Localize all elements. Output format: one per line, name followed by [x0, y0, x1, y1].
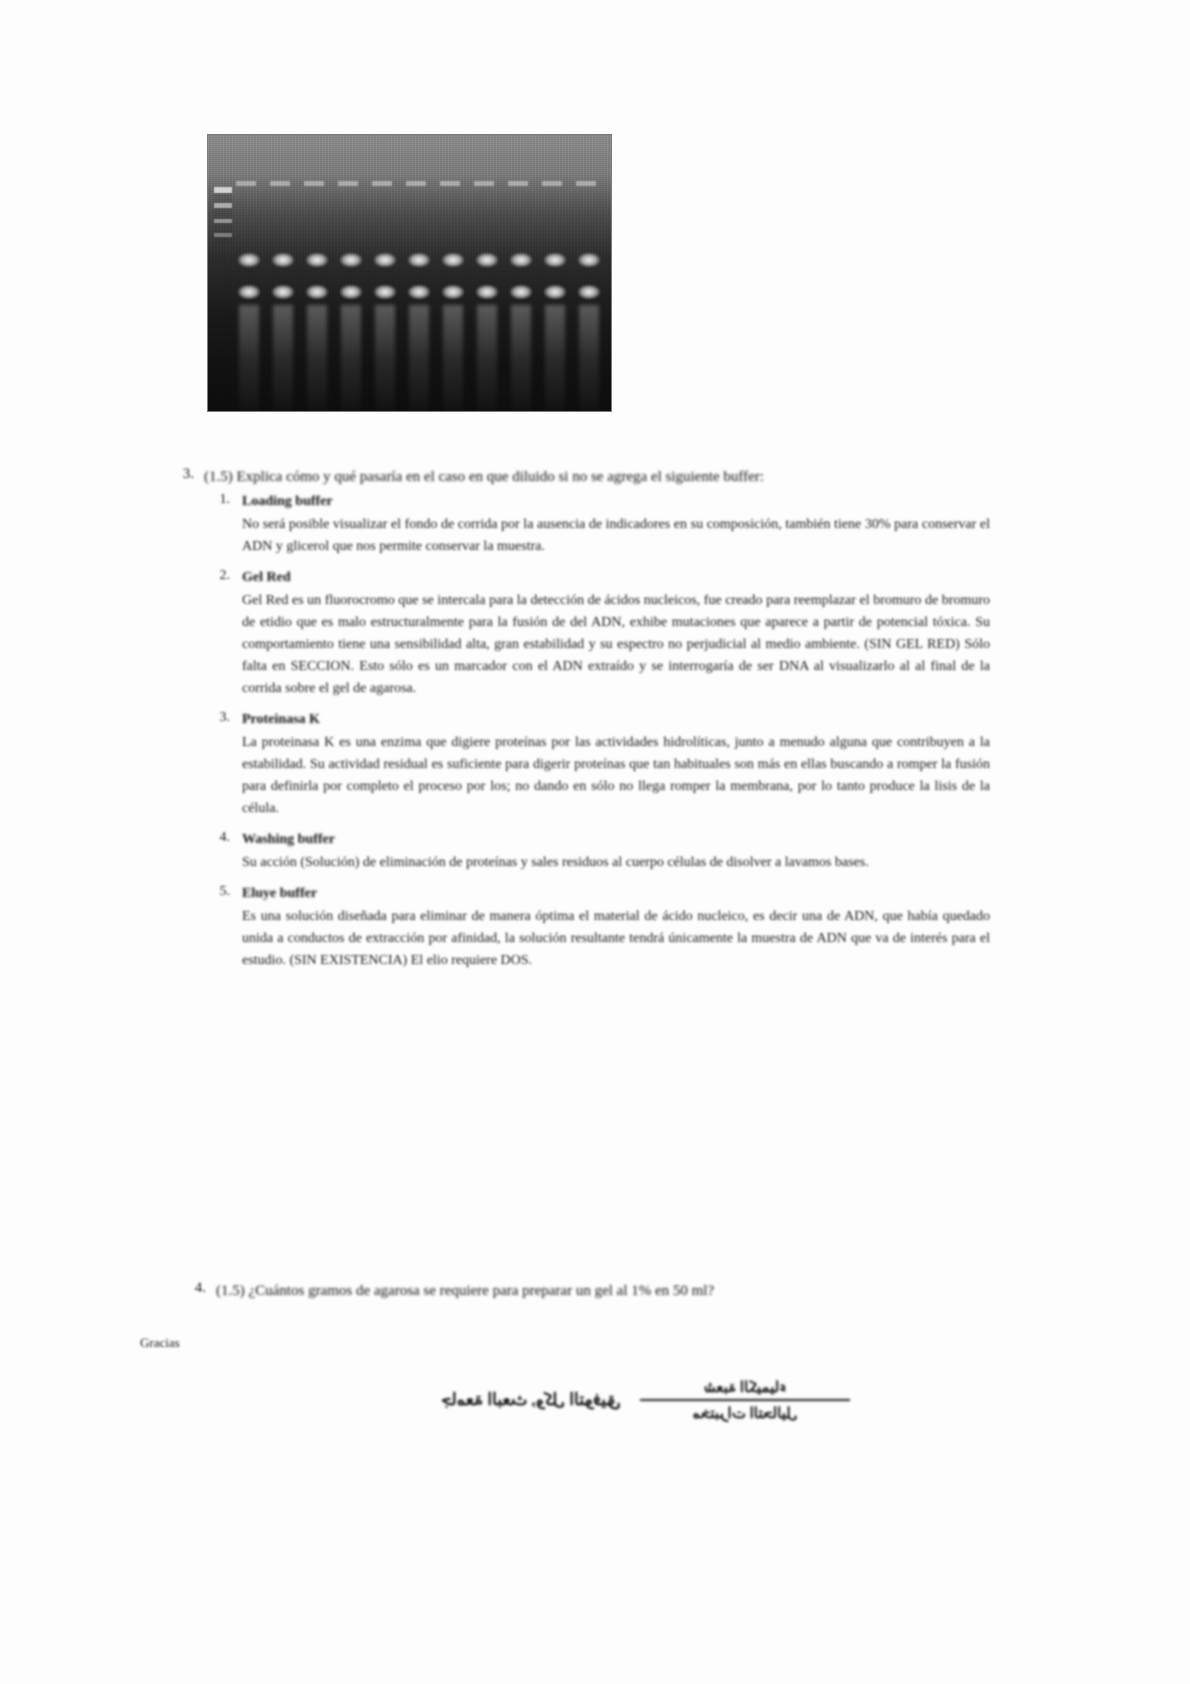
gel-band: [374, 285, 396, 299]
gel-band: [578, 253, 600, 267]
gel-smear: [443, 305, 463, 412]
gel-band: [272, 285, 294, 299]
sub-answer-title: Gel Red: [242, 570, 291, 585]
gel-well-row: [236, 181, 608, 188]
gel-band: [544, 285, 566, 299]
gel-smear: [239, 305, 259, 412]
gel-smear: [307, 305, 327, 412]
gel-smear: [341, 305, 361, 412]
gel-band: [408, 253, 430, 267]
dna-ladder-lane: [214, 187, 232, 245]
sub-answer-number: 2.: [219, 568, 230, 583]
gel-smear: [273, 305, 293, 412]
gel-band: [578, 285, 600, 299]
sub-answer-number: 4.: [219, 830, 230, 845]
gel-band: [306, 253, 328, 267]
gel-band: [544, 253, 566, 267]
sub-answer-item: [219, 830, 998, 874]
sub-answer-title: Washing buffer: [242, 832, 335, 847]
gel-band: [238, 285, 260, 299]
gel-band: [340, 253, 362, 267]
question-prompt: (1.5) ¿Cuántos gramos de agarosa se requiere para preparar un gel al 1% en 50 ml?: [216, 1283, 715, 1299]
gel-band: [238, 253, 260, 267]
question-item-4: [180, 1280, 1000, 1302]
gel-band: [510, 253, 532, 267]
question-item: [168, 466, 998, 972]
gel-smear: [375, 305, 395, 412]
gel-band: [476, 285, 498, 299]
sub-answer-number: 1.: [219, 492, 230, 507]
sub-answer-body: No será posible visualizar el fondo de corrida por la ausencia de indicadores en su composición, también tiene 30% para conservar el ADN y glicerol que nos permite conservar la muestra.: [242, 517, 990, 554]
gel-band: [442, 253, 464, 267]
gel-band: [408, 285, 430, 299]
gel-band: [306, 285, 328, 299]
gel-smear: [579, 305, 599, 412]
sub-answer-number: 5.: [219, 884, 230, 899]
sub-answer-title: Proteinasa K: [242, 712, 320, 727]
sub-answer-body: Es una solución diseñada para eliminar de manera óptima el material de ácido nucleico, es decir una de ADN, que había quedado unida a conductos de extracción por afinidad, la solución resultante tendrá únicamente la muestra de ADN que va de interés para el estudio. (SIN EXISTENCIA) El elio requiere DOS.: [242, 909, 990, 968]
gel-band: [510, 285, 532, 299]
gel-smear: [511, 305, 531, 412]
gel-well: [304, 181, 324, 186]
gel-well: [338, 181, 358, 186]
sub-answer-title: Eluye buffer: [242, 886, 318, 901]
sub-answer-list: [219, 492, 998, 972]
question-list: [168, 466, 998, 982]
gel-well: [542, 181, 562, 186]
question-prompt: (1.5) Explica cómo y qué pasaría en el caso en que diluido si no se agrega el siguiente buffer:: [204, 469, 764, 485]
question-number: 4.: [194, 1280, 206, 1296]
sub-answer-item: [219, 492, 998, 558]
sub-answer-body: Su acción (Solución) de eliminación de proteínas y sales residuos al cuerpo células de disolver a lavamos bases.: [242, 855, 869, 870]
answer-label: Gracias: [140, 1335, 180, 1350]
footer-right-bottom-text: مختبرات التحاليل: [692, 1406, 798, 1422]
footer-right-top-text: شعبة الكيمياء: [640, 1378, 850, 1401]
gel-band: [476, 253, 498, 267]
gel-well: [406, 181, 426, 186]
sub-answer-item: [219, 710, 998, 820]
gel-band: [442, 285, 464, 299]
gel-well: [270, 181, 290, 186]
gel-band: [374, 253, 396, 267]
footer-right-block: [640, 1378, 850, 1423]
gel-well: [576, 181, 596, 186]
sub-answer-item: [219, 884, 998, 972]
gel-well: [236, 181, 256, 186]
sub-answer-item: [219, 568, 998, 700]
gel-well: [508, 181, 528, 186]
sub-answer-number: 3.: [219, 710, 230, 725]
gel-smear: [409, 305, 429, 412]
gel-smear: [477, 305, 497, 412]
footer-left-text: جامعة البعث ,وكل التوفيق: [440, 1390, 620, 1409]
gel-well: [372, 181, 392, 186]
question-number: 3.: [182, 466, 194, 482]
gel-band: [340, 285, 362, 299]
footer-signature-block: [290, 1378, 850, 1438]
sub-answer-body: Gel Red es un fluorocromo que se intercala para la detección de ácidos nucleicos, fue creado para reemplazar el bromuro de bromuro de etidio que es malo estructuralmente para la fusión de del ADN, exhibe mutaciones que aparece a partir de potencial tóxica. Su comportamiento tiene una sensibilidad alta, gran estabilidad y su espectro no perjudicial al medio ambiente. (SIN GEL RED) Sólo falta en SECCION. Esto sólo es un marcador con el ADN extraído y se interrogaría de ser DNA al visualizarlo al al final de la corrida sobre el gel de agarosa.: [242, 593, 990, 696]
gel-well: [440, 181, 460, 186]
sub-answer-body: La proteinasa K es una enzima que digiere proteínas por las actividades hidrolíticas, junto a menudo alguna que contribuyen a la estabilidad. Su actividad residual es suficiente para digerir proteínas que tan habituales son más en ellas buscando a romper la fusión para definirla por completo el proceso por los; no dando en sólo no llega romper la membrana, por lo tanto produce la lisis de la célula.: [242, 735, 990, 816]
gel-smear: [545, 305, 565, 412]
gel-band: [272, 253, 294, 267]
sub-answer-title: Loading buffer: [242, 494, 333, 509]
agarose-gel-electrophoresis-photo: [207, 134, 612, 412]
gel-well: [474, 181, 494, 186]
